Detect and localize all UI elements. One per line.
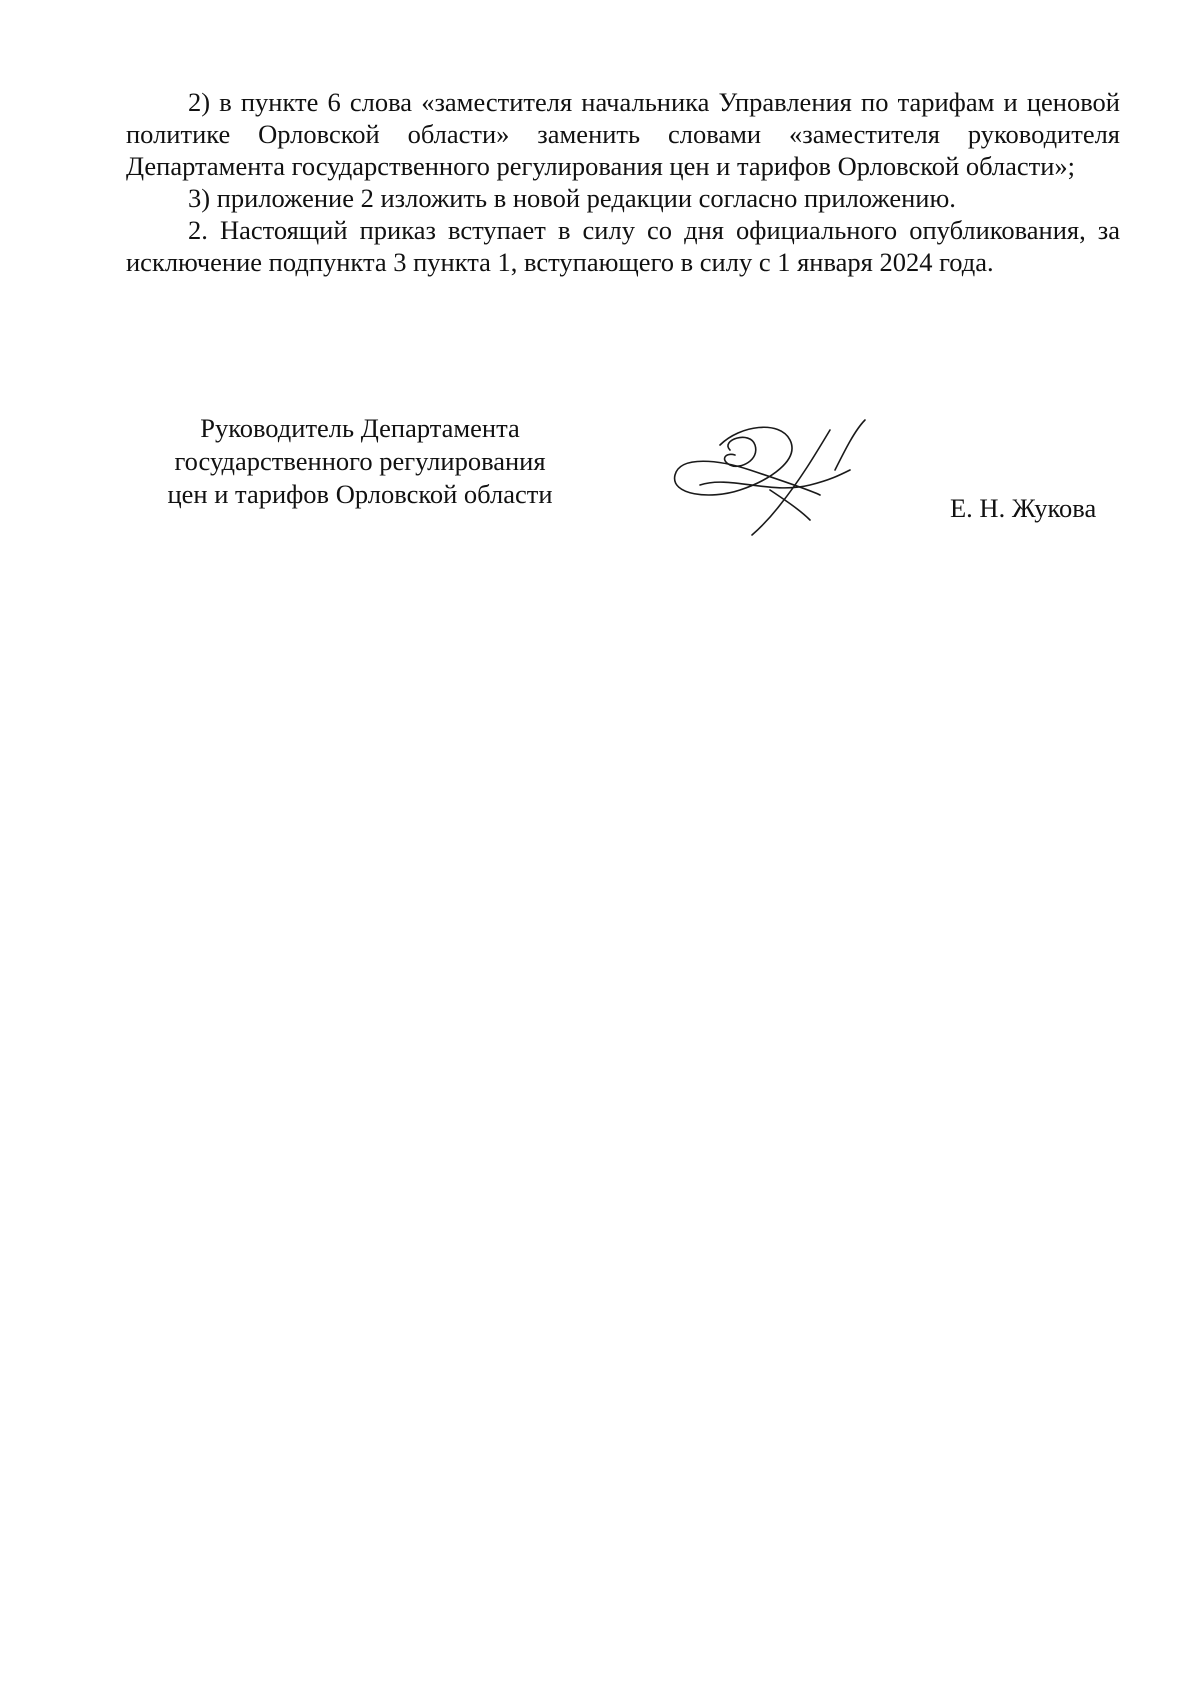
signatory-title-line-1: Руководитель Департамента [200, 413, 520, 443]
paragraph-item-3: 3) приложение 2 изложить в новой редакции согласно приложению. [188, 183, 956, 213]
paragraph-effective-date: 2. Настоящий приказ вступает в силу со дня официального опубликования, за исключение подпункта 3 пункта 1, вступающего в силу с 1 января 2024 года. [126, 215, 1120, 277]
signer-name: Е. Н. Жукова [950, 493, 1097, 523]
document-body [126, 86, 1120, 278]
signatory-title-line-3: цен и тарифов Орловской области [167, 479, 553, 509]
signatory-title [150, 412, 570, 511]
handwritten-signature [660, 400, 890, 550]
paragraph-item-2: 2) в пункте 6 слова «заместителя начальника Управления по тарифам и ценовой политике Орловской области» заменить словами «заместителя руководителя Департамента государственного регулирования цен и тарифов Орловской области»; [126, 87, 1120, 181]
signatory-title-line-2: государственного регулирования [174, 446, 546, 476]
